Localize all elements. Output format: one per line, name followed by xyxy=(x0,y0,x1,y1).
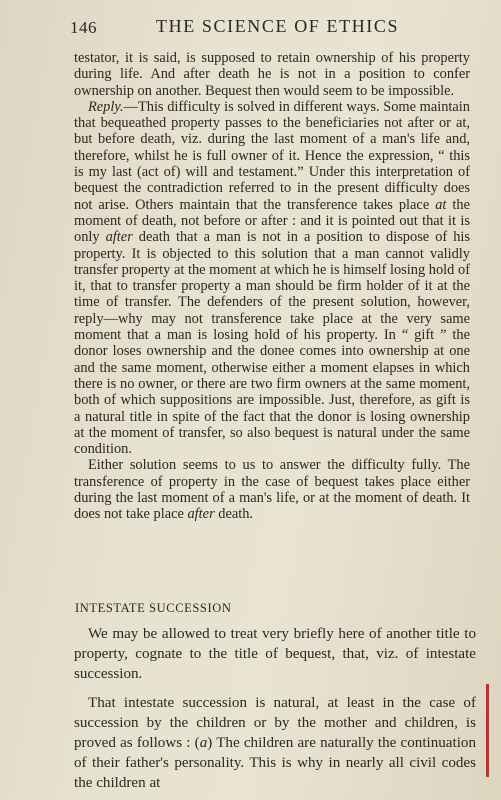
section-heading: INTESTATE SUCCESSION xyxy=(75,601,232,615)
text-run: death that a man is not in a position to dispose of his property. It is objected to this solution that a man cannot validly transfer property at the moment at which he is himself losing hold of it, that to transfer property a man should be firm holder of it at the time of transfer. The defenders of the present solution, however, reply—why may not transference take place at the very same moment that a man is losing hold of his property. In “ gift ” the donor loses ownership and the donee comes into ownership at one and the same moment, otherwise either a moment elapses in which there is no owner, or there are two firm owners at the same moment, both of which suppositions are impossible. Just, therefore, as gift is a natural title in spite of the fact that the donor is losing ownership at the moment of transfer, so also bequest is natural under the same condition. xyxy=(74,229,470,458)
emphasis-a: a xyxy=(199,735,208,751)
page-header xyxy=(70,14,473,40)
main-text-block xyxy=(74,50,470,523)
running-head: THE SCIENCE OF ETHICS xyxy=(156,16,400,36)
text-run: ) The children are naturally the continuation of their father's personality. This is why in nearly all civil codes the children at xyxy=(74,735,476,791)
paragraph-reply xyxy=(74,99,470,458)
emphasis-after: after xyxy=(187,506,215,523)
text-run: the moment of death, not before or after : and it is pointed out that it is only xyxy=(74,196,470,246)
emphasis-at: at xyxy=(435,196,447,213)
margin-highlight-mark xyxy=(486,684,489,777)
paragraph-continuation: testator, it is said, is supposed to retain ownership of his property during life. And after death he is not in a position to confer ownership on another. Bequest then would seem to be impossible. xyxy=(74,50,470,99)
emphasis-after: after xyxy=(105,229,133,246)
paragraph-intro: We may be allowed to treat very briefly here of another title to property, cognate to the title of bequest, that, viz. of intestate succession. xyxy=(74,626,476,682)
text-run: That intestate succession is natural, at least in the case of succession by the children or by the mother and children, is proved as follows : ( xyxy=(74,695,476,751)
reply-label: Reply. xyxy=(88,98,124,115)
paragraph-argument xyxy=(74,693,476,793)
section-text-block xyxy=(74,624,476,793)
paragraph-conclusion xyxy=(74,457,470,522)
text-run: death. xyxy=(214,506,254,523)
text-run: Either solution seems to us to answer the difficulty fully. The transference of property in the case of bequest takes place either during the last moment of a man's life, or at the moment of death. It does not take place xyxy=(74,457,470,523)
text-run: —This difficulty is solved in different ways. Some maintain that bequeathed property passes to the beneficiaries not after or at, but before death, viz. during the last moment of a man's life and, therefore, whilst he is full owner of it. Hence the expression, “ this is my last (act of) will and testament.” Under this interpretation of bequest the contradiction referred to in the present difficulty does not arise. Others maintain that the transference takes place xyxy=(74,98,470,213)
page-number: 146 xyxy=(70,18,97,37)
